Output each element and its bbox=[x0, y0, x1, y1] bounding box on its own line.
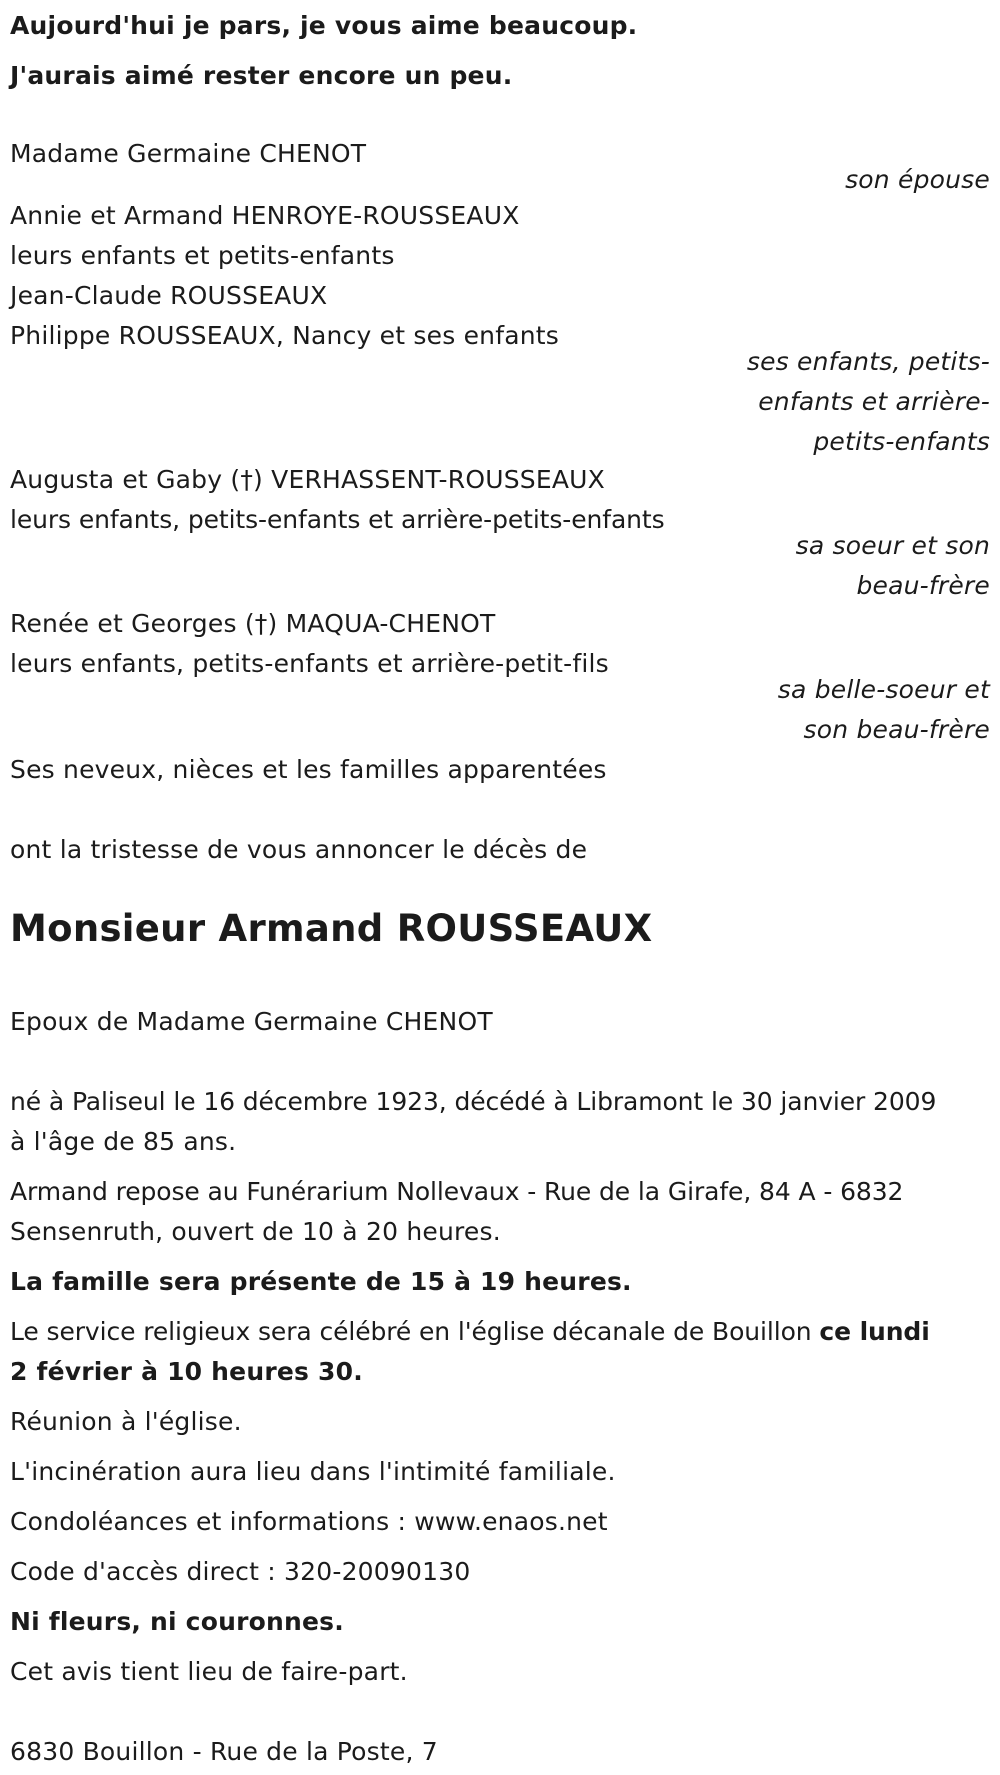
family-relation-1-0: ses enfants, petits- bbox=[746, 347, 990, 376]
rest-line-1: Armand repose au Funérarium Nollevaux - Rue de la Girafe, 84 A - 6832 bbox=[10, 1177, 904, 1206]
family-relation-1-1: enfants et arrière- bbox=[758, 387, 990, 416]
announce-text: ont la tristesse de vous annoncer le décès de bbox=[10, 835, 588, 864]
rest-line-2: Sensenruth, ouvert de 10 à 20 heures. bbox=[10, 1217, 501, 1246]
family-relation-1-2: petits-enfants bbox=[813, 427, 990, 456]
family-name-1-0: Annie et Armand HENROYE-ROUSSEAUX bbox=[10, 201, 520, 230]
intro-line-1: Aujourd'hui je pars, je vous aime beaucoup. bbox=[10, 11, 638, 40]
family-name-3-0: Renée et Georges (†) MAQUA-CHENOT bbox=[10, 609, 496, 638]
family-name-2-1: leurs enfants, petits-enfants et arrière-petits-enfants bbox=[10, 505, 665, 534]
access-code-text: Code d'accès direct : 320-20090130 bbox=[10, 1557, 471, 1586]
family-name-1-2: Jean-Claude ROUSSEAUX bbox=[10, 281, 328, 310]
family-relation-2-1: beau-frère bbox=[856, 571, 990, 600]
service-day: ce lundi bbox=[819, 1317, 930, 1346]
address-text: 6830 Bouillon - Rue de la Poste, 7 bbox=[10, 1737, 438, 1766]
family-relation-0-0: son épouse bbox=[845, 165, 990, 194]
family-name-0-0: Madame Germaine CHENOT bbox=[10, 139, 367, 168]
deceased-name: Monsieur Armand ROUSSEAUX bbox=[10, 907, 653, 950]
family-name-3-1: leurs enfants, petits-enfants et arrière-petit-fils bbox=[10, 649, 609, 678]
family-present: La famille sera présente de 15 à 19 heures. bbox=[10, 1267, 632, 1296]
family-relation-3-0: sa belle-soeur et bbox=[777, 675, 990, 704]
family-name-2-0: Augusta et Gaby (†) VERHASSENT-ROUSSEAUX bbox=[10, 465, 605, 494]
family-relation-3-1: son beau-frère bbox=[803, 715, 990, 744]
family-name-4-0: Ses neveux, nièces et les familles apparentées bbox=[10, 755, 607, 784]
reunion-text: Réunion à l'église. bbox=[10, 1407, 242, 1436]
spouse-line: Epoux de Madame Germaine CHENOT bbox=[10, 1007, 493, 1036]
no-flowers-text: Ni fleurs, ni couronnes. bbox=[10, 1607, 344, 1636]
service-line-2: 2 février à 10 heures 30. bbox=[10, 1357, 363, 1386]
family-relation-2-0: sa soeur et son bbox=[795, 531, 990, 560]
family-name-1-3: Philippe ROUSSEAUX, Nancy et ses enfants bbox=[10, 321, 560, 350]
family-name-1-1: leurs enfants et petits-enfants bbox=[10, 241, 395, 270]
service-line-1 bbox=[10, 1314, 930, 1350]
cremation-text: L'incinération aura lieu dans l'intimité familiale. bbox=[10, 1457, 616, 1486]
intro-line-2: J'aurais aimé rester encore un peu. bbox=[10, 61, 513, 90]
birth-death-line-2: à l'âge de 85 ans. bbox=[10, 1127, 237, 1156]
notice-text: Cet avis tient lieu de faire-part. bbox=[10, 1657, 408, 1686]
service-text: Le service religieux sera célébré en l'église décanale de Bouillon bbox=[10, 1317, 820, 1346]
birth-death-line-1: né à Paliseul le 16 décembre 1923, décédé à Libramont le 30 janvier 2009 bbox=[10, 1087, 937, 1116]
condolences-text: Condoléances et informations : www.enaos.net bbox=[10, 1507, 608, 1536]
